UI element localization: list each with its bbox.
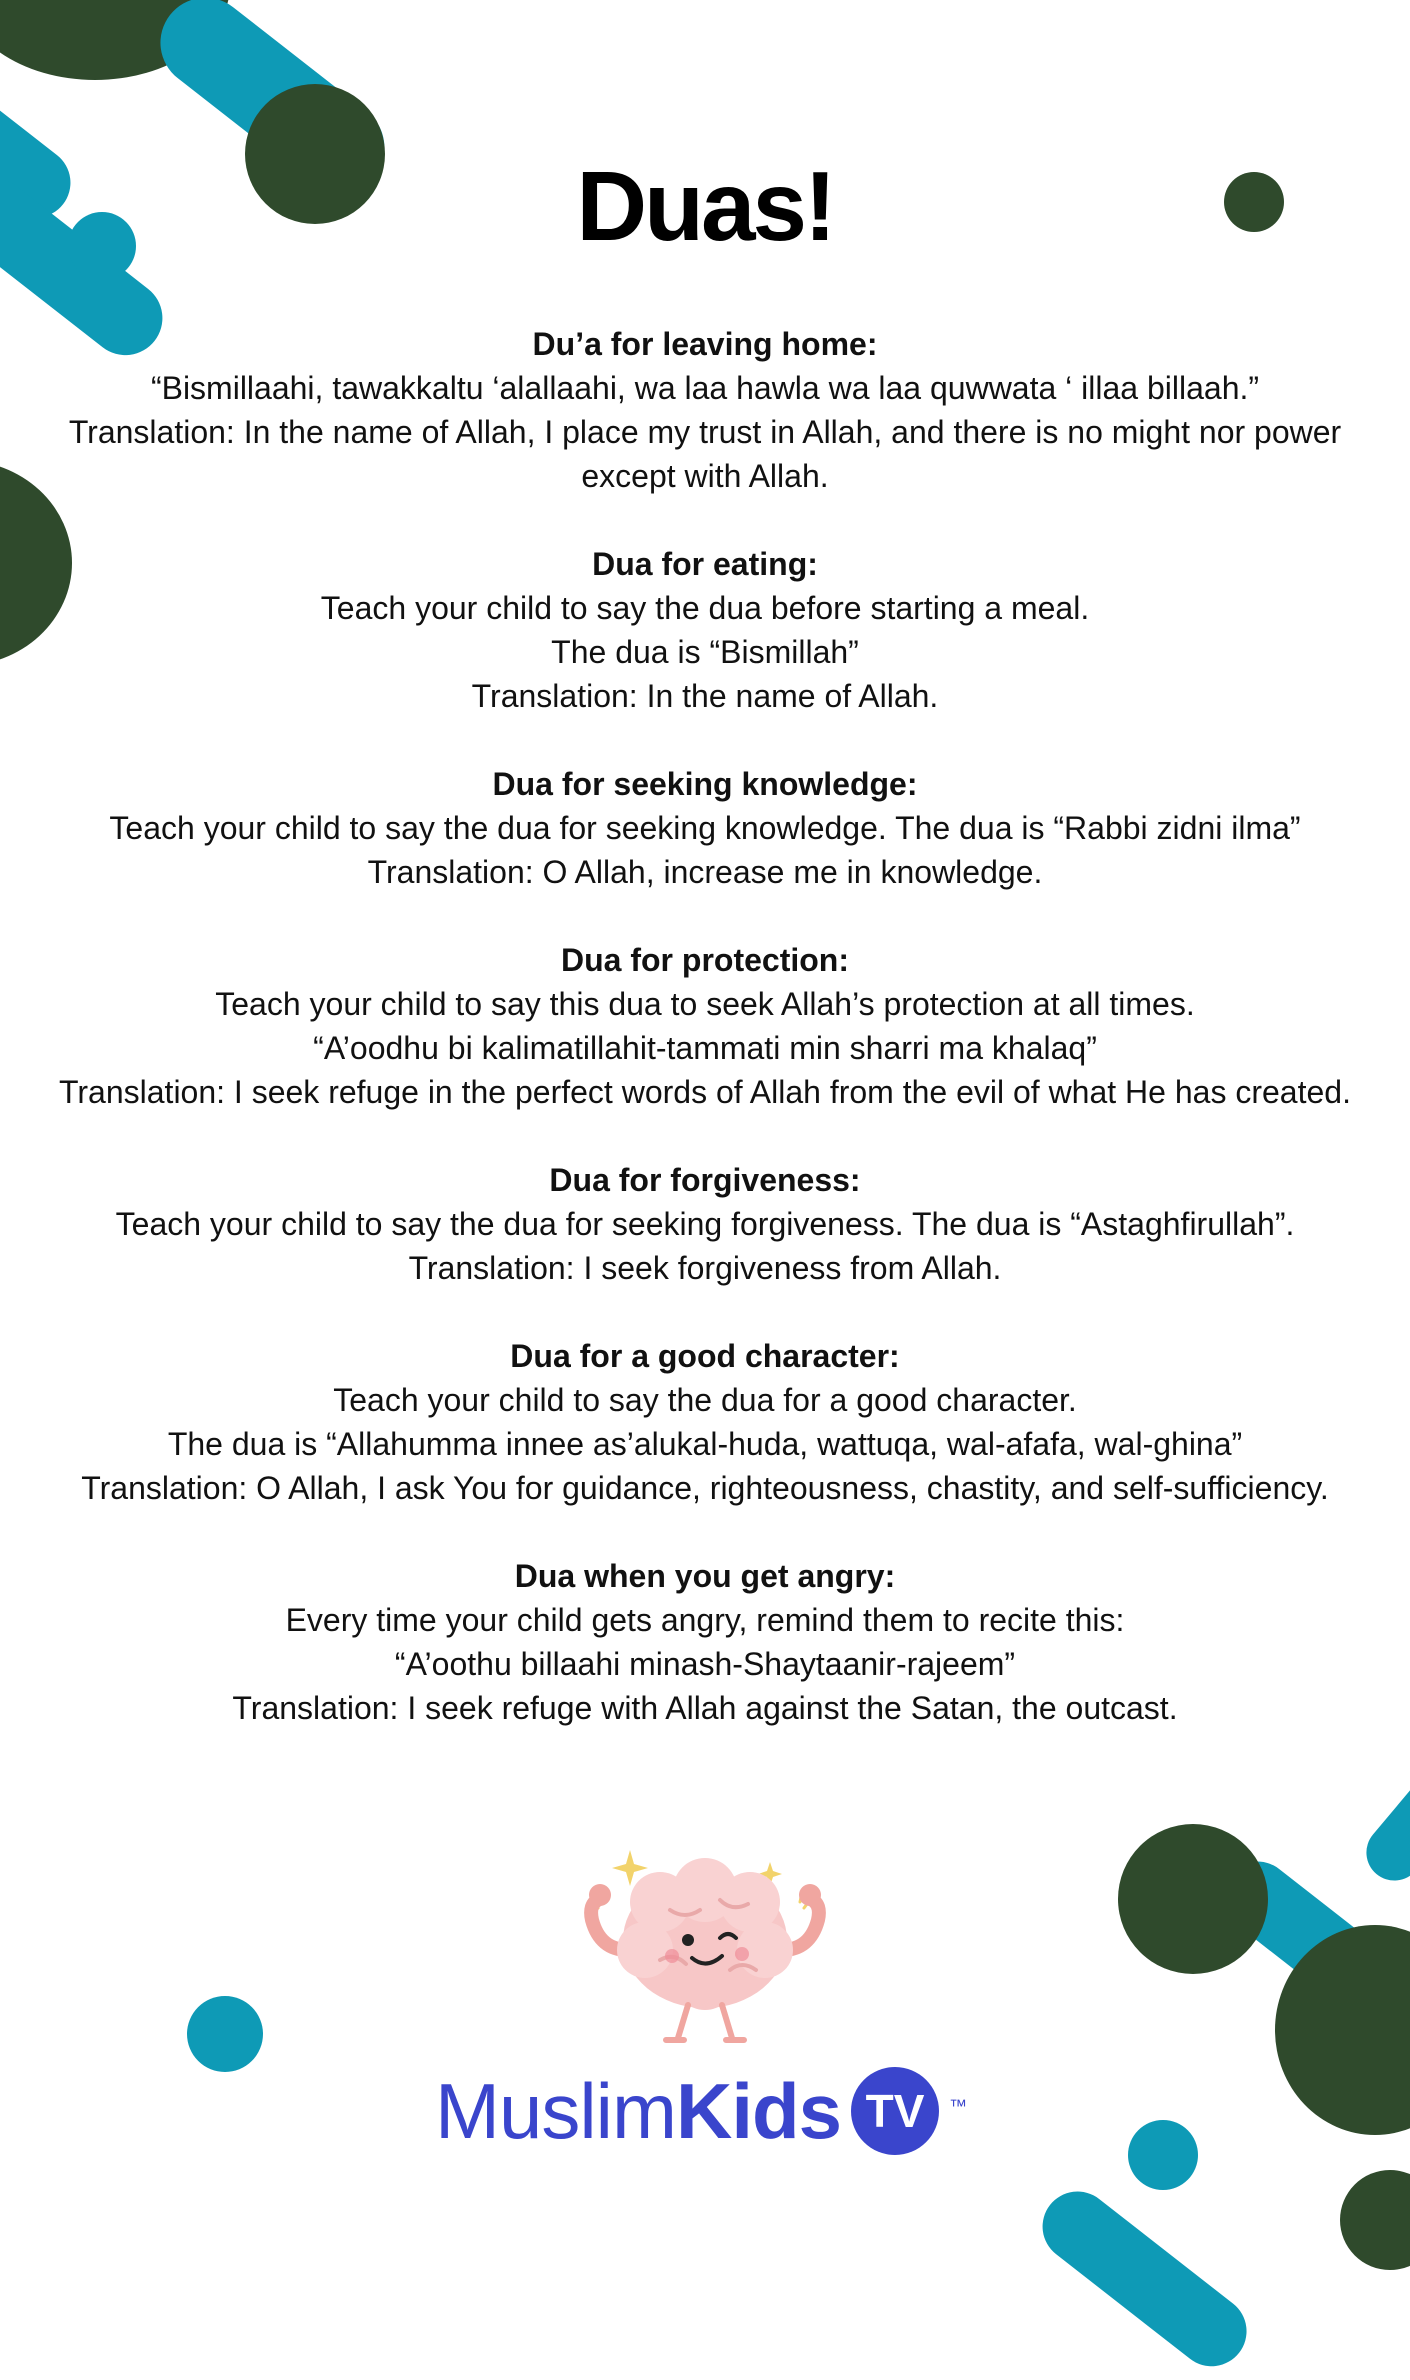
section-line: Translation: In the name of Allah. bbox=[471, 678, 939, 714]
section-heading: Dua for protection: bbox=[561, 942, 849, 978]
logo-text-muslim: Muslim bbox=[435, 2066, 676, 2155]
decor-pill bbox=[1028, 2177, 1260, 2380]
section-line: The dua is “Allahumma innee as’alukal-huda, wattuqa, wal-afafa, wal-ghina” bbox=[167, 1426, 1243, 1462]
page-title: Duas! bbox=[576, 151, 834, 261]
dua-section-good-character bbox=[55, 1334, 1355, 1510]
section-line: Translation: O Allah, increase me in knowledge. bbox=[367, 854, 1043, 890]
section-line: Every time your child gets angry, remind them to recite this: bbox=[285, 1602, 1125, 1638]
section-line: Translation: In the name of Allah, I place my trust in Allah, and there is no might nor power except with Allah. bbox=[68, 414, 1342, 494]
decor-circle bbox=[1118, 1824, 1268, 1974]
section-line: Translation: I seek refuge with Allah against the Satan, the outcast. bbox=[232, 1690, 1178, 1726]
dua-section-protection bbox=[55, 938, 1355, 1114]
section-heading: Dua for a good character: bbox=[510, 1338, 900, 1374]
section-heading: Dua for eating: bbox=[592, 546, 818, 582]
section-line: Translation: I seek forgiveness from Allah. bbox=[408, 1250, 1002, 1286]
section-line: “A’oothu billaahi minash-Shaytaanir-rajeem” bbox=[394, 1646, 1016, 1682]
dua-section-angry bbox=[55, 1554, 1355, 1730]
dua-list bbox=[55, 322, 1355, 1774]
section-line: Teach your child to say the dua for a good character. bbox=[333, 1382, 1077, 1418]
section-heading: Dua for seeking knowledge: bbox=[492, 766, 918, 802]
section-heading: Dua when you get angry: bbox=[514, 1558, 896, 1594]
section-heading: Du’a for leaving home: bbox=[532, 326, 878, 362]
brain-mascot-icon bbox=[570, 1840, 840, 2050]
decor-pill bbox=[1355, 1764, 1410, 1892]
section-line: Translation: I seek refuge in the perfect words of Allah from the evil of what He has created. bbox=[59, 1074, 1351, 1110]
dua-section-eating bbox=[55, 542, 1355, 718]
section-line: Teach your child to say the dua before starting a meal. bbox=[320, 590, 1090, 626]
section-line: “A’oodhu bi kalimatillahit-tammati min sharri ma khalaq” bbox=[313, 1030, 1097, 1066]
logo-tv-badge: TV bbox=[851, 2067, 939, 2155]
muslimkidstv-logo bbox=[435, 2066, 967, 2156]
decor-circle bbox=[187, 1996, 263, 2072]
decor-circle bbox=[1340, 2170, 1410, 2270]
dua-section-forgiveness bbox=[55, 1158, 1355, 1290]
section-line: Teach your child to say the dua for seeking knowledge. The dua is “Rabbi zidni ilma” bbox=[109, 810, 1301, 846]
logo-trademark: ™ bbox=[949, 2096, 968, 2116]
logo-text-kids: Kids bbox=[676, 2066, 842, 2155]
section-line: Teach your child to say the dua for seeking forgiveness. The dua is “Astaghfirullah”. bbox=[115, 1206, 1295, 1242]
section-heading: Dua for forgiveness: bbox=[549, 1162, 861, 1198]
dua-section-knowledge bbox=[55, 762, 1355, 894]
dua-section-leaving-home bbox=[55, 322, 1355, 498]
section-line: Teach your child to say this dua to seek Allah’s protection at all times. bbox=[215, 986, 1195, 1022]
section-line: The dua is “Bismillah” bbox=[551, 634, 859, 670]
section-line: Translation: O Allah, I ask You for guidance, righteousness, chastity, and self-sufficiency. bbox=[81, 1470, 1329, 1506]
section-line: “Bismillaahi, tawakkaltu ‘alallaahi, wa laa hawla wa laa quwwata ‘ illaa billaah.” bbox=[150, 370, 1260, 406]
decor-circle bbox=[1128, 2120, 1198, 2190]
